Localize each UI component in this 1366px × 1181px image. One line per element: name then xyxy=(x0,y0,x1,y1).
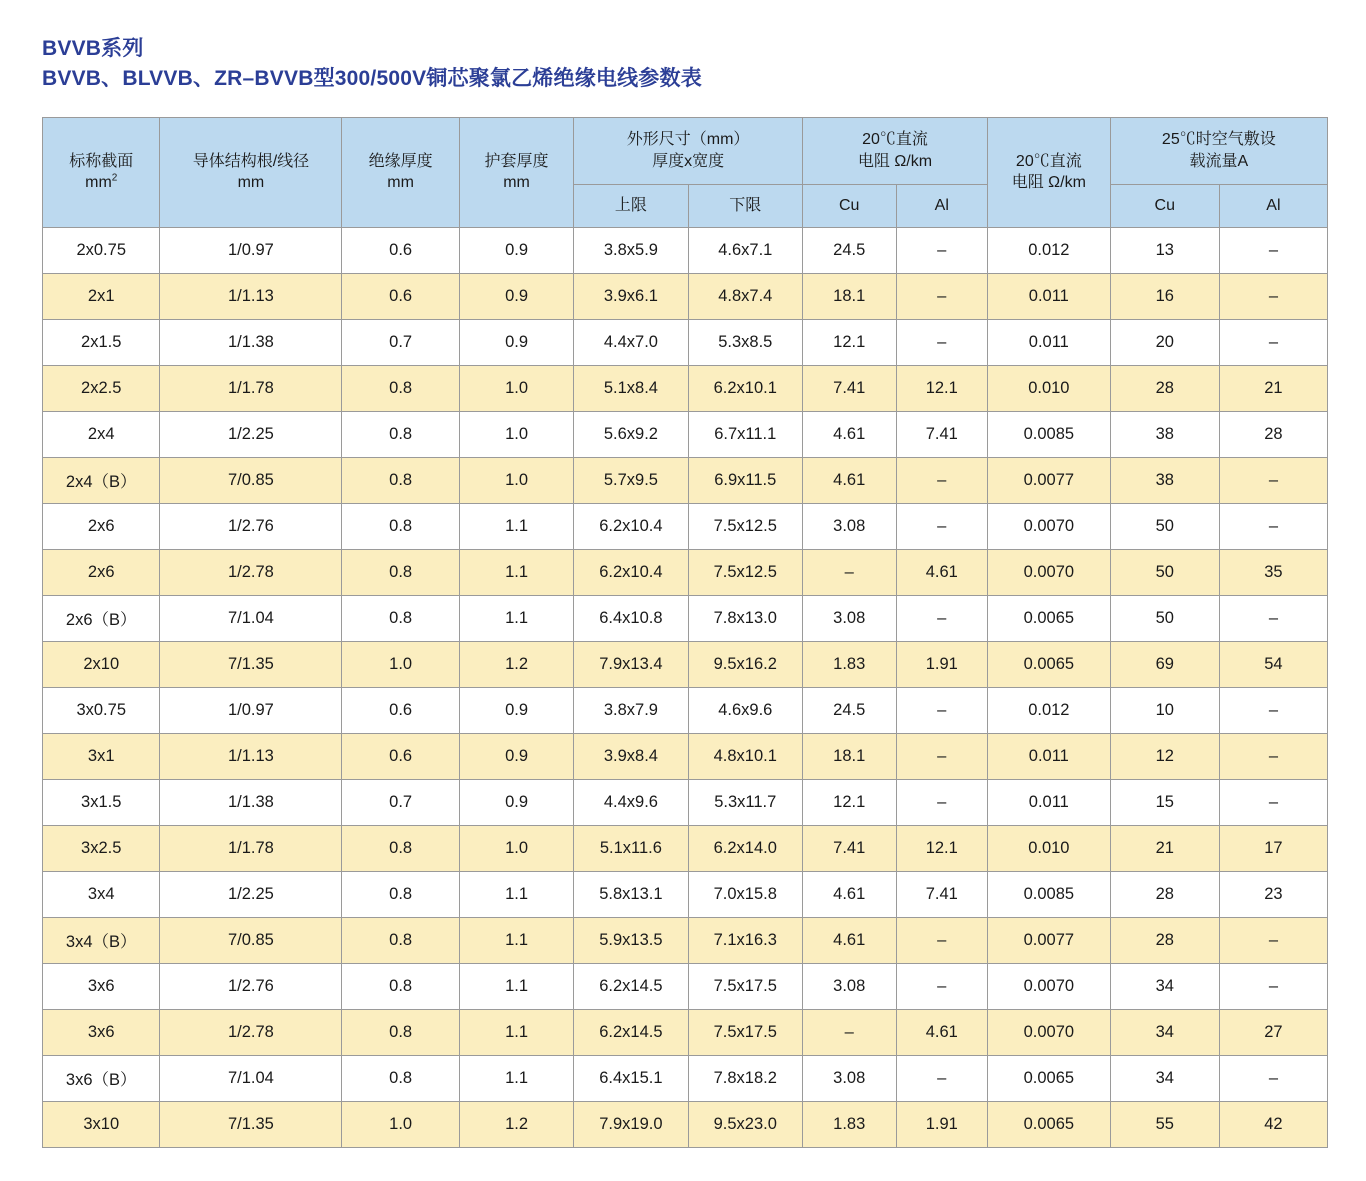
table-cell: 0.8 xyxy=(342,411,459,457)
header-capacity-cu: Cu xyxy=(1110,184,1219,227)
table-cell: 2x6（B） xyxy=(43,595,160,641)
table-cell: 5.3x11.7 xyxy=(688,779,802,825)
table-cell: 1/1.38 xyxy=(160,779,342,825)
header-resistance-al: Al xyxy=(896,184,987,227)
table-cell: 0.0077 xyxy=(988,457,1111,503)
table-cell: 1/1.13 xyxy=(160,273,342,319)
table-cell: 0.0065 xyxy=(988,1055,1111,1101)
table-cell: – xyxy=(896,917,987,963)
table-cell: 0.011 xyxy=(988,733,1111,779)
table-cell: 9.5x16.2 xyxy=(688,641,802,687)
table-cell: – xyxy=(896,227,987,273)
table-cell: 6.2x10.1 xyxy=(688,365,802,411)
header-dc-resistance-1-line1: 20℃直流 xyxy=(862,131,928,149)
table-cell: 7.9x13.4 xyxy=(574,641,688,687)
table-cell: 50 xyxy=(1110,549,1219,595)
header-nominal-section-sup: 2 xyxy=(111,173,118,185)
table-cell: 7.8x13.0 xyxy=(688,595,802,641)
table-cell: 7.1x16.3 xyxy=(688,917,802,963)
table-cell: – xyxy=(896,733,987,779)
header-conductor-structure xyxy=(160,117,342,227)
table-cell: – xyxy=(1219,503,1327,549)
table-cell: 4.8x10.1 xyxy=(688,733,802,779)
table-cell: 7/1.04 xyxy=(160,1055,342,1101)
table-cell: 9.5x23.0 xyxy=(688,1101,802,1147)
table-cell: – xyxy=(1219,733,1327,779)
table-cell: – xyxy=(896,457,987,503)
header-dc-resistance-2-line1: 20℃直流 xyxy=(1015,152,1082,170)
table-cell: 50 xyxy=(1110,595,1219,641)
table-cell: 1.1 xyxy=(459,1055,573,1101)
table-cell: 7/0.85 xyxy=(160,457,342,503)
table-cell: 34 xyxy=(1110,1009,1219,1055)
table-cell: 3.08 xyxy=(802,1055,896,1101)
table-cell: 69 xyxy=(1110,641,1219,687)
table-cell: 0.010 xyxy=(988,365,1111,411)
header-outer-dimension-label: 外形尺寸（mm） xyxy=(626,131,750,149)
table-cell: 7.5x17.5 xyxy=(688,963,802,1009)
header-insulation-thickness-unit: mm xyxy=(387,174,414,192)
table-row xyxy=(43,1101,1328,1147)
table-cell: 0.0065 xyxy=(988,595,1111,641)
table-cell: 0.6 xyxy=(342,687,459,733)
table-cell: – xyxy=(1219,687,1327,733)
table-cell: 0.8 xyxy=(342,963,459,1009)
page-title xyxy=(42,34,1326,95)
table-cell: 6.4x15.1 xyxy=(574,1055,688,1101)
table-cell: – xyxy=(1219,595,1327,641)
header-upper-limit: 上限 xyxy=(574,184,688,227)
table-row xyxy=(43,687,1328,733)
table-cell: 3.8x5.9 xyxy=(574,227,688,273)
table-cell: 21 xyxy=(1110,825,1219,871)
table-cell: 7.41 xyxy=(802,365,896,411)
table-cell: 1.1 xyxy=(459,963,573,1009)
table-cell: 28 xyxy=(1110,871,1219,917)
header-outer-dimension xyxy=(574,117,803,184)
table-cell: 1.0 xyxy=(459,365,573,411)
table-cell: 12.1 xyxy=(896,825,987,871)
table-cell: 1.91 xyxy=(896,641,987,687)
table-cell: 7.41 xyxy=(896,871,987,917)
table-cell: 5.1x11.6 xyxy=(574,825,688,871)
table-cell: – xyxy=(896,963,987,1009)
table-cell: 28 xyxy=(1110,917,1219,963)
table-cell: 10 xyxy=(1110,687,1219,733)
table-cell: 1/1.13 xyxy=(160,733,342,779)
table-cell: – xyxy=(896,273,987,319)
header-conductor-structure-label: 导体结构根/线径 xyxy=(192,152,310,170)
table-cell: 2x6 xyxy=(43,503,160,549)
table-cell: 0.9 xyxy=(459,227,573,273)
table-cell: 0.8 xyxy=(342,549,459,595)
table-cell: 0.011 xyxy=(988,319,1111,365)
table-cell: 4.6x7.1 xyxy=(688,227,802,273)
table-cell: 3x1.5 xyxy=(43,779,160,825)
table-cell: 2x4 xyxy=(43,411,160,457)
cable-parameter-table xyxy=(42,117,1328,1148)
table-row xyxy=(43,733,1328,779)
table-cell: 2x2.5 xyxy=(43,365,160,411)
table-cell: – xyxy=(802,549,896,595)
table-cell: 0.011 xyxy=(988,779,1111,825)
table-cell: 3x10 xyxy=(43,1101,160,1147)
table-cell: 0.7 xyxy=(342,779,459,825)
table-cell: 0.8 xyxy=(342,917,459,963)
table-cell: 7/1.04 xyxy=(160,595,342,641)
table-cell: 7.41 xyxy=(802,825,896,871)
table-row xyxy=(43,227,1328,273)
table-cell: 1.2 xyxy=(459,641,573,687)
table-cell: 0.0070 xyxy=(988,503,1111,549)
title-description: BVVB、BLVVB、ZR–BVVB型300/500V铜芯聚氯乙烯绝缘电线参数表 xyxy=(42,67,702,91)
header-insulation-thickness-label: 绝缘厚度 xyxy=(368,152,433,170)
title-series: BVVB系列 xyxy=(42,37,144,60)
table-cell: 1.1 xyxy=(459,1009,573,1055)
table-row xyxy=(43,917,1328,963)
table-cell: 12.1 xyxy=(802,779,896,825)
table-cell: 3x0.75 xyxy=(43,687,160,733)
header-resistance-cu: Cu xyxy=(802,184,896,227)
table-cell: 7.0x15.8 xyxy=(688,871,802,917)
table-cell: 0.9 xyxy=(459,273,573,319)
table-cell: 0.0070 xyxy=(988,1009,1111,1055)
table-cell: 0.6 xyxy=(342,273,459,319)
table-cell: 1.1 xyxy=(459,871,573,917)
table-cell: – xyxy=(1219,779,1327,825)
table-cell: 4.4x9.6 xyxy=(574,779,688,825)
table-cell: 4.6x9.6 xyxy=(688,687,802,733)
table-row xyxy=(43,319,1328,365)
table-row xyxy=(43,595,1328,641)
table-cell: 4.61 xyxy=(802,871,896,917)
table-row xyxy=(43,457,1328,503)
table-cell: 1.0 xyxy=(342,641,459,687)
table-cell: 0.6 xyxy=(342,733,459,779)
table-cell: 6.2x14.5 xyxy=(574,1009,688,1055)
table-cell: – xyxy=(896,779,987,825)
table-cell: – xyxy=(896,319,987,365)
table-cell: 55 xyxy=(1110,1101,1219,1147)
table-cell: 1.83 xyxy=(802,1101,896,1147)
table-cell: 2x1.5 xyxy=(43,319,160,365)
table-cell: 3x1 xyxy=(43,733,160,779)
header-sheath-thickness-label: 护套厚度 xyxy=(484,152,549,170)
table-cell: 1/2.78 xyxy=(160,1009,342,1055)
table-cell: 0.8 xyxy=(342,825,459,871)
table-cell: 3.8x7.9 xyxy=(574,687,688,733)
table-cell: 1.1 xyxy=(459,595,573,641)
header-nominal-section xyxy=(43,117,160,227)
table-cell: 4.61 xyxy=(802,411,896,457)
table-row xyxy=(43,641,1328,687)
table-cell: 6.7x11.1 xyxy=(688,411,802,457)
table-cell: – xyxy=(896,503,987,549)
table-cell: 1.0 xyxy=(459,825,573,871)
table-cell: 1/2.76 xyxy=(160,503,342,549)
table-cell: 6.2x10.4 xyxy=(574,549,688,595)
table-cell: 0.0085 xyxy=(988,411,1111,457)
table-cell: 3.08 xyxy=(802,595,896,641)
table-cell: 0.0070 xyxy=(988,963,1111,1009)
table-cell: 17 xyxy=(1219,825,1327,871)
table-cell: 4.61 xyxy=(896,549,987,595)
table-body xyxy=(43,227,1328,1147)
table-row xyxy=(43,871,1328,917)
table-cell: 38 xyxy=(1110,411,1219,457)
header-conductor-structure-unit: mm xyxy=(237,174,265,192)
header-sheath-thickness-unit: mm xyxy=(503,174,530,192)
table-header xyxy=(43,117,1328,227)
table-cell: 1/1.78 xyxy=(160,825,342,871)
table-cell: 3x4（B） xyxy=(43,917,160,963)
table-cell: 12.1 xyxy=(802,319,896,365)
table-cell: 18.1 xyxy=(802,733,896,779)
table-cell: 28 xyxy=(1110,365,1219,411)
table-cell: 23 xyxy=(1219,871,1327,917)
table-cell: 0.6 xyxy=(342,227,459,273)
table-cell: – xyxy=(896,687,987,733)
table-cell: 5.7x9.5 xyxy=(574,457,688,503)
header-current-capacity-line1: 25℃时空气敷设 xyxy=(1161,131,1276,149)
table-cell: 20 xyxy=(1110,319,1219,365)
table-cell: 1/0.97 xyxy=(160,227,342,273)
table-row xyxy=(43,1009,1328,1055)
table-cell: 2x6 xyxy=(43,549,160,595)
table-cell: 4.61 xyxy=(896,1009,987,1055)
table-cell: 50 xyxy=(1110,503,1219,549)
table-cell: 5.1x8.4 xyxy=(574,365,688,411)
table-cell: 0.9 xyxy=(459,687,573,733)
table-cell: 0.010 xyxy=(988,825,1111,871)
table-cell: 0.0085 xyxy=(988,871,1111,917)
header-current-capacity xyxy=(1110,117,1327,184)
table-row xyxy=(43,411,1328,457)
table-cell: 42 xyxy=(1219,1101,1327,1147)
table-cell: 0.011 xyxy=(988,273,1111,319)
table-cell: 7/0.85 xyxy=(160,917,342,963)
table-cell: 1.0 xyxy=(459,411,573,457)
header-sheath-thickness xyxy=(459,117,573,227)
table-cell: 3x6 xyxy=(43,963,160,1009)
table-cell: 1/2.25 xyxy=(160,411,342,457)
header-dc-resistance-2 xyxy=(988,117,1111,227)
table-cell: 5.3x8.5 xyxy=(688,319,802,365)
table-cell: 4.61 xyxy=(802,917,896,963)
table-cell: 4.4x7.0 xyxy=(574,319,688,365)
table-row xyxy=(43,273,1328,319)
table-cell: 1/0.97 xyxy=(160,687,342,733)
table-cell: 6.9x11.5 xyxy=(688,457,802,503)
table-cell: 21 xyxy=(1219,365,1327,411)
table-cell: – xyxy=(1219,227,1327,273)
table-cell: 2x0.75 xyxy=(43,227,160,273)
table-cell: 6.2x14.0 xyxy=(688,825,802,871)
table-cell: 3.08 xyxy=(802,503,896,549)
table-row xyxy=(43,1055,1328,1101)
table-cell: 38 xyxy=(1110,457,1219,503)
table-cell: – xyxy=(1219,963,1327,1009)
table-cell: 24.5 xyxy=(802,227,896,273)
table-cell: 34 xyxy=(1110,1055,1219,1101)
table-cell: 0.9 xyxy=(459,733,573,779)
table-cell: 4.8x7.4 xyxy=(688,273,802,319)
table-cell: 7.5x12.5 xyxy=(688,503,802,549)
table-cell: 0.8 xyxy=(342,871,459,917)
table-cell: – xyxy=(896,595,987,641)
table-cell: 13 xyxy=(1110,227,1219,273)
table-cell: 15 xyxy=(1110,779,1219,825)
table-row xyxy=(43,963,1328,1009)
header-lower-limit: 下限 xyxy=(688,184,802,227)
table-cell: 7/1.35 xyxy=(160,1101,342,1147)
header-outer-dimension-sublabel: 厚度x宽度 xyxy=(652,152,725,170)
table-cell: – xyxy=(1219,1055,1327,1101)
table-cell: 12 xyxy=(1110,733,1219,779)
table-cell: 0.8 xyxy=(342,503,459,549)
table-row xyxy=(43,825,1328,871)
table-cell: 0.9 xyxy=(459,779,573,825)
table-cell: 3x6 xyxy=(43,1009,160,1055)
table-cell: 0.0065 xyxy=(988,641,1111,687)
table-cell: – xyxy=(1219,319,1327,365)
table-cell: 1/1.38 xyxy=(160,319,342,365)
table-cell: 5.8x13.1 xyxy=(574,871,688,917)
table-row xyxy=(43,779,1328,825)
table-cell: 1/2.76 xyxy=(160,963,342,1009)
table-cell: 7.9x19.0 xyxy=(574,1101,688,1147)
table-cell: 7.5x12.5 xyxy=(688,549,802,595)
table-cell: 7.5x17.5 xyxy=(688,1009,802,1055)
table-cell: 1/2.25 xyxy=(160,871,342,917)
table-cell: 12.1 xyxy=(896,365,987,411)
table-cell: 1.0 xyxy=(459,457,573,503)
table-cell: 1/2.78 xyxy=(160,549,342,595)
table-cell: 0.8 xyxy=(342,1009,459,1055)
table-cell: 0.9 xyxy=(459,319,573,365)
table-cell: 6.2x10.4 xyxy=(574,503,688,549)
table-cell: 1.1 xyxy=(459,503,573,549)
table-cell: 3.9x6.1 xyxy=(574,273,688,319)
table-cell: 0.8 xyxy=(342,365,459,411)
table-cell: 1.91 xyxy=(896,1101,987,1147)
table-cell: 2x1 xyxy=(43,273,160,319)
table-cell: 0.8 xyxy=(342,595,459,641)
table-cell: 0.7 xyxy=(342,319,459,365)
header-nominal-section-unit: mm xyxy=(85,174,112,192)
table-cell: 2x4（B） xyxy=(43,457,160,503)
table-cell: 0.0065 xyxy=(988,1101,1111,1147)
table-cell: 7.41 xyxy=(896,411,987,457)
header-current-capacity-line2: 载流量A xyxy=(1189,152,1249,170)
table-cell: 24.5 xyxy=(802,687,896,733)
table-row xyxy=(43,365,1328,411)
table-cell: 0.012 xyxy=(988,687,1111,733)
table-cell: – xyxy=(896,1055,987,1101)
table-cell: – xyxy=(1219,917,1327,963)
table-cell: 5.9x13.5 xyxy=(574,917,688,963)
table-cell: 0.8 xyxy=(342,1055,459,1101)
table-cell: 3x6（B） xyxy=(43,1055,160,1101)
table-cell: 5.6x9.2 xyxy=(574,411,688,457)
table-cell: 27 xyxy=(1219,1009,1327,1055)
table-cell: 1/1.78 xyxy=(160,365,342,411)
table-cell: 1.1 xyxy=(459,917,573,963)
table-row xyxy=(43,549,1328,595)
table-cell: 3x4 xyxy=(43,871,160,917)
table-cell: 35 xyxy=(1219,549,1327,595)
table-cell: – xyxy=(802,1009,896,1055)
table-cell: 1.83 xyxy=(802,641,896,687)
header-dc-resistance-1 xyxy=(802,117,987,184)
table-cell: – xyxy=(1219,457,1327,503)
table-cell: 0.012 xyxy=(988,227,1111,273)
header-dc-resistance-2-line2: 电阻 Ω/km xyxy=(1011,174,1086,192)
table-cell: 28 xyxy=(1219,411,1327,457)
table-cell: 6.2x14.5 xyxy=(574,963,688,1009)
table-cell: 3.9x8.4 xyxy=(574,733,688,779)
table-row xyxy=(43,503,1328,549)
table-cell: 0.0070 xyxy=(988,549,1111,595)
table-cell: 1.0 xyxy=(342,1101,459,1147)
header-capacity-al: Al xyxy=(1219,184,1327,227)
header-nominal-section-label: 标称截面 xyxy=(69,152,134,170)
table-cell: 54 xyxy=(1219,641,1327,687)
table-cell: 0.0077 xyxy=(988,917,1111,963)
table-cell: 16 xyxy=(1110,273,1219,319)
table-cell: 34 xyxy=(1110,963,1219,1009)
table-cell: 7/1.35 xyxy=(160,641,342,687)
table-cell: 3.08 xyxy=(802,963,896,1009)
table-cell: 1.1 xyxy=(459,549,573,595)
table-cell: 4.61 xyxy=(802,457,896,503)
header-dc-resistance-1-line2: 电阻 Ω/km xyxy=(857,152,933,170)
table-cell: 2x10 xyxy=(43,641,160,687)
table-cell: 6.4x10.8 xyxy=(574,595,688,641)
header-insulation-thickness xyxy=(342,117,459,227)
table-cell: 1.2 xyxy=(459,1101,573,1147)
table-cell: 18.1 xyxy=(802,273,896,319)
table-cell: – xyxy=(1219,273,1327,319)
table-cell: 3x2.5 xyxy=(43,825,160,871)
table-cell: 7.8x18.2 xyxy=(688,1055,802,1101)
table-cell: 0.8 xyxy=(342,457,459,503)
